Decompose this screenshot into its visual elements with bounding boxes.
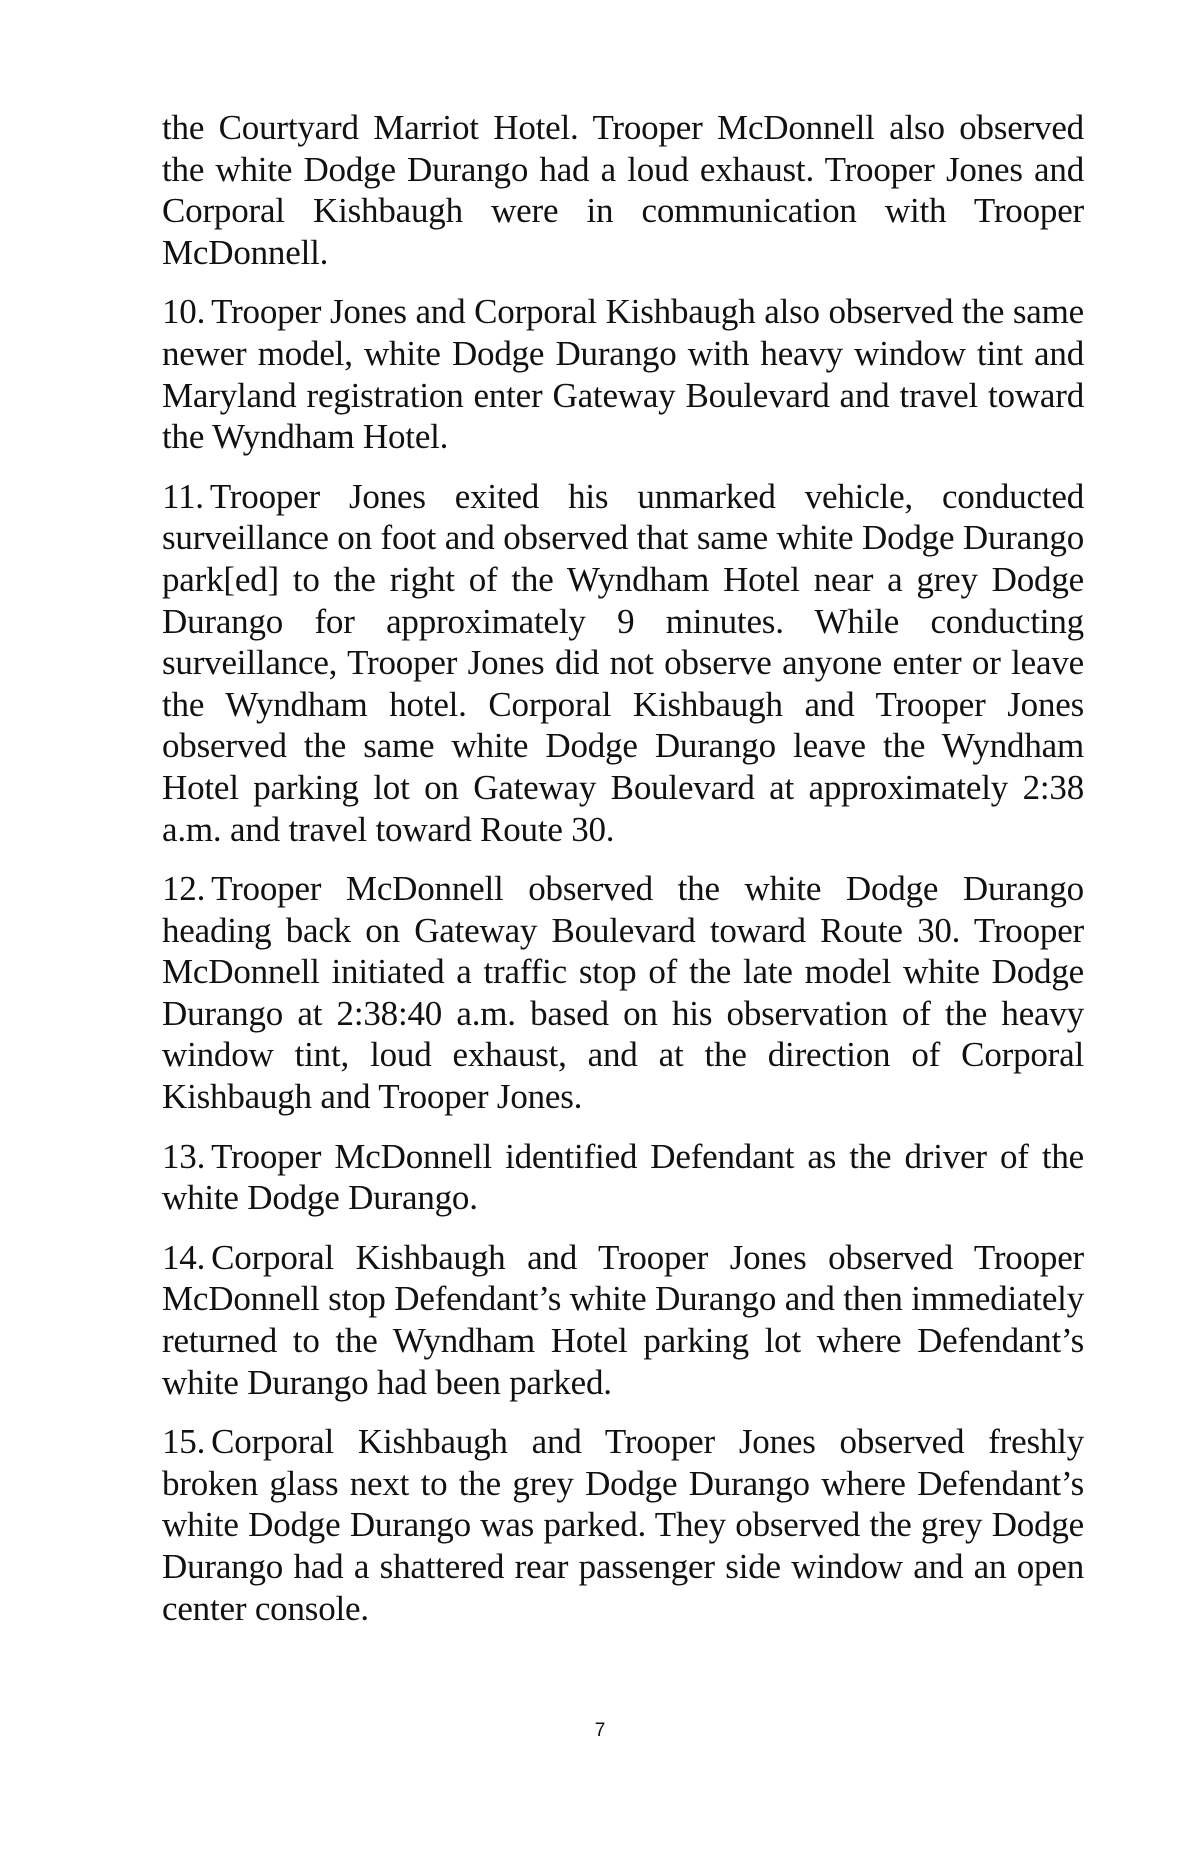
- paragraph-number: 14.: [162, 1237, 206, 1277]
- paragraph-15: [162, 1421, 1084, 1629]
- paragraph-text: Trooper Jones exited his unmarked vehicle, conducted surveillance on foot and observed that same white Dodge Durango park[ed] to the right of the Wyndham Hotel near a grey Dodge Durango for approximately 9 minutes. While conducting surveillance, Trooper Jones did not observe anyone enter or leave the Wyndham hotel. Corporal Kishbaugh and Trooper Jones observed the same white Dodge Durango leave the Wyndham Hotel parking lot on Gateway Boulevard at approximately 2:38 a.m. and travel toward Route 30.: [162, 476, 1084, 849]
- paragraph-text: Trooper Jones and Corporal Kishbaugh also observed the same newer model, white Dodge Durango with heavy window tint and Maryland registration enter Gateway Boulevard and travel toward the Wyndham Hotel.: [162, 292, 1084, 457]
- paragraph-text: Corporal Kishbaugh and Trooper Jones observed freshly broken glass next to the grey Dodge Durango where Defendant’s white Dodge Durango was parked. They observed the grey Dodge Durango had a shattered rear passenger side window and an open center console.: [162, 1422, 1084, 1628]
- paragraph-text: Trooper McDonnell identified Defendant as the driver of the white Dodge Durango.: [162, 1136, 1084, 1218]
- paragraph-continuation: [162, 107, 1084, 273]
- page-number: 7: [594, 1720, 606, 1741]
- paragraph-text: Corporal Kishbaugh and Trooper Jones observed Trooper McDonnell stop Defendant’s white Durango and then immediately returned to the Wyndham Hotel parking lot where Defendant’s white Durango had been parked.: [162, 1237, 1084, 1402]
- paragraph-number: 11.: [162, 476, 204, 516]
- document-body: [162, 107, 1084, 1647]
- paragraph-number: 10.: [162, 292, 206, 332]
- paragraph-number: 13.: [162, 1136, 206, 1176]
- paragraph-text: the Courtyard Marriot Hotel. Trooper McDonnell also observed the white Dodge Durango had a loud exhaust. Trooper Jones and Corporal Kishbaugh were in communication with Trooper McDonnell.: [162, 108, 1084, 272]
- paragraph-13: [162, 1136, 1084, 1219]
- paragraph-number: 12.: [162, 869, 206, 909]
- paragraph-number: 15.: [162, 1422, 206, 1462]
- paragraph-12: [162, 868, 1084, 1118]
- paragraph-text: Trooper McDonnell observed the white Dodge Durango heading back on Gateway Boulevard toward Route 30. Trooper McDonnell initiated a traffic stop of the late model white Dodge Durango at 2:38:40 a.m. based on his observation of the heavy window tint, loud exhaust, and at the direction of Corporal Kishbaugh and Trooper Jones.: [162, 869, 1084, 1117]
- paragraph-10: [162, 291, 1084, 457]
- paragraph-11: [162, 476, 1084, 850]
- paragraph-14: [162, 1237, 1084, 1403]
